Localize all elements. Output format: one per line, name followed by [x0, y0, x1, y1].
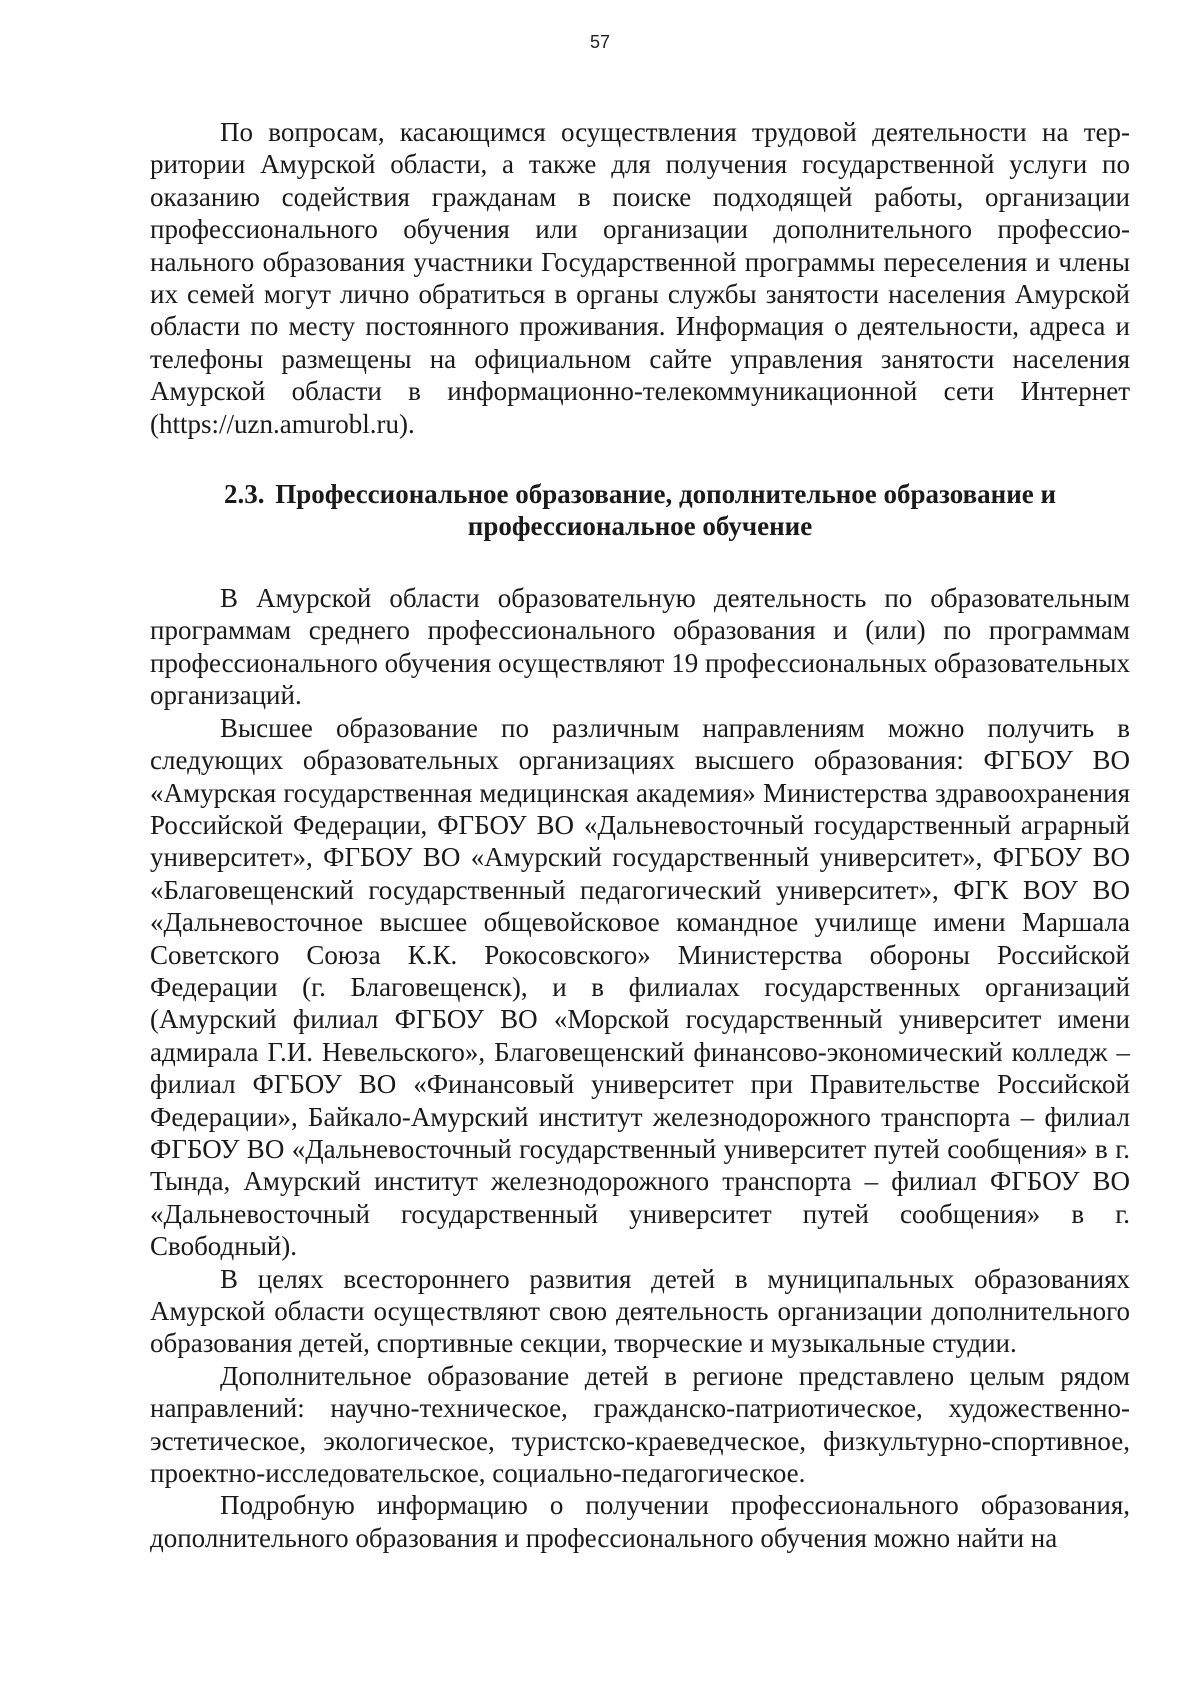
section-title: Профессиональное образование, дополнительное образование и профессиональное обучение — [275, 479, 1057, 542]
paragraph-additional-education-areas: Дополнительное образование детей в регионе представлено целым рядом направлений: научно-техническое, гражданско-патриотическое, художественно-эстетическое, экологическое, туристско-краеведческое, физкультурно-спортивное, проектно-исследовательское, социально-педагогическое. — [150, 1360, 1130, 1489]
paragraph-more-information: Подробную информацию о получении профессионального образования, дополнительного образования и профессионального обучения можно найти на — [150, 1490, 1130, 1553]
page-number: 57 — [589, 32, 611, 52]
section-number: 2.3. — [223, 479, 265, 510]
section-heading — [150, 478, 1130, 542]
paragraph-higher-education: Высшее образование по различным направлениям можно получить в следующих образовательных организациях высшего образования: ФГБОУ ВО «Амурская государственная медицинская академия» Министерства здравоохранения Российской Федерации, ФГБОУ ВО «Дальневосточный государственный аграрный университет», ФГБОУ ВО «Амурский государственный университет», ФГБОУ ВО «Благовещенский государственный педагогический университет», ФГК ВОУ ВО «Дальневосточное высшее общевойсковое командное училище имени Маршала Советского Союза К.К. Рокосовского» Министерства обороны Российской Федерации (г. Благовещенск), и в филиалах государственных организаций (Амурский филиал ФГБОУ ВО «Морской государственный университет имени адмирала Г.И. Невельского», Благовещенский финансово-экономический колледж – филиал ФГБОУ ВО «Финансовый университет при Правительстве Российской Федерации», Байкало-Амурский институт железнодорожного транспорта – филиал ФГБОУ ВО «Дальневосточный государственный университет путей сообщения» в г. Тында, Амурский институт железнодорожного транспорта – филиал ФГБОУ ВО «Дальневосточный государственный университет путей сообщения» в г. Свободный). — [150, 712, 1130, 1262]
paragraph-children-development: В целях всестороннего развития детей в муниципальных образованиях Амурской области осуществляют свою деятельность организации дополнительного образования детей, спортивные секции, творческие и музыкальные студии. — [150, 1263, 1130, 1359]
paragraph-vocational-organizations: В Амурской области образовательную деятельность по образовательным программам среднего профессионального образования и (или) по программам профессионального обучения осуществляют 19 профессиональных образовательных организаций. — [150, 583, 1130, 711]
paragraph-employment-services: По вопросам, касающимся осуществления трудовой деятельности на территории Амурской области, а также для получения государственной услуги по оказанию содействия гражданам в поиске подходящей работы, организации профессионального обучения или организации дополнительного профессионального образования участники Государственной программы переселения и члены их семей могут лично обратиться в органы службы занятости населения Амурской области по месту постоянного проживания. Информация о деятельности, адреса и телефоны размещены на официальном сайте управления занятости населения Амурской области в информационно-телекоммуникационной сети Интернет (https://uzn.amurobl.ru). — [150, 117, 1130, 439]
document-body — [150, 116, 1130, 1554]
